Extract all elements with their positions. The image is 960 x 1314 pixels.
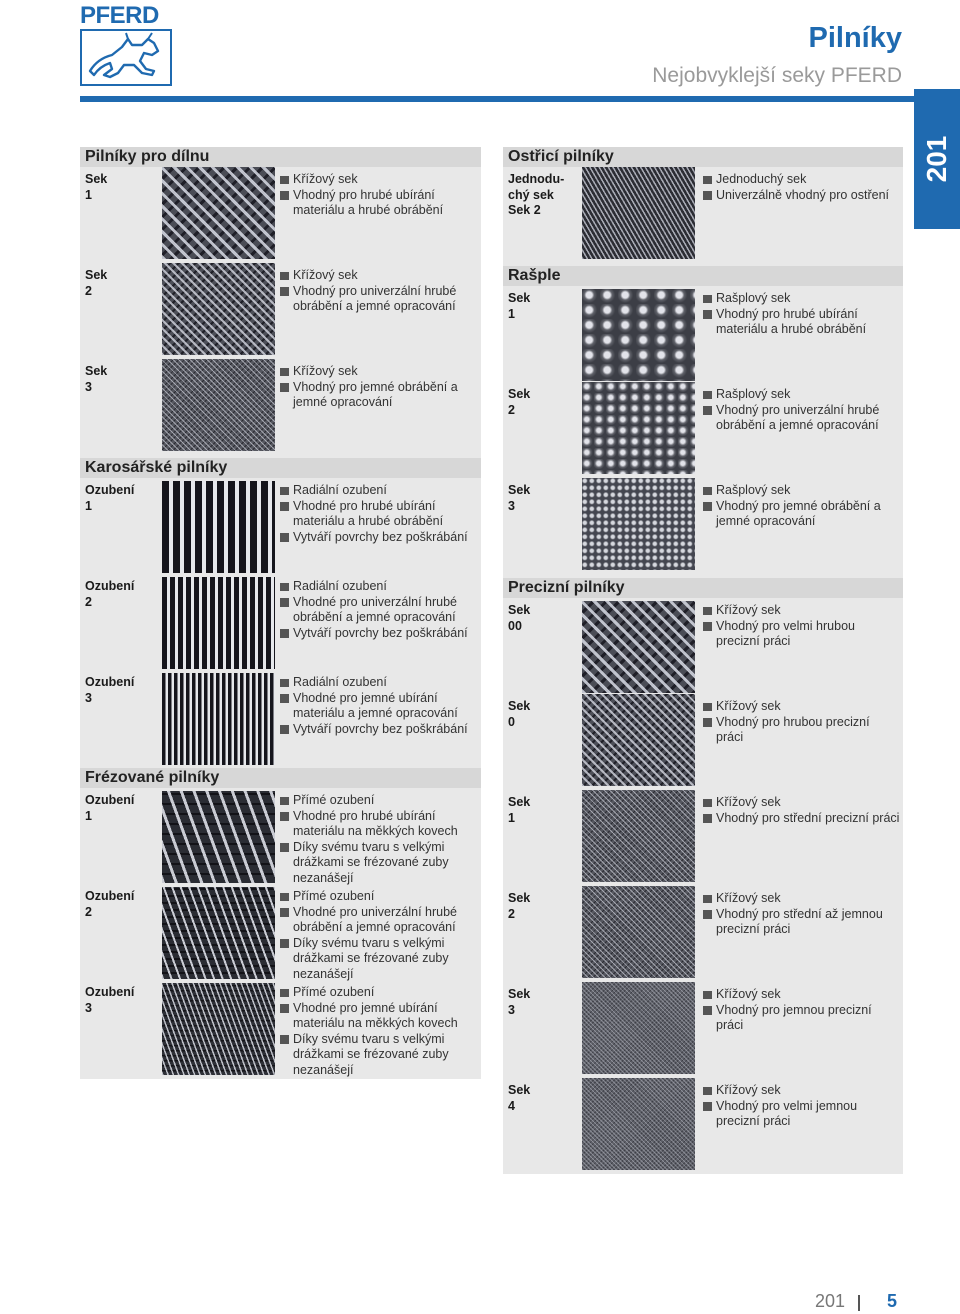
- cut-label: Ozubení 3: [85, 985, 135, 1015]
- cut-label: Sek 3: [508, 987, 531, 1017]
- bullet-continuation: precizní práci: [716, 1114, 791, 1129]
- bullet-continuation: materiálu a hrubé obrábění: [293, 514, 444, 529]
- section-title-sharpening: Ostřicí pilníky: [503, 147, 903, 167]
- section-title-precision: Precizní pilníky: [503, 578, 903, 598]
- bullet-continuation: jemné opracování: [716, 514, 816, 529]
- cut-label: Ozubení 2: [85, 889, 135, 919]
- page-number-divider: [858, 1295, 860, 1311]
- bullet-continuation: obrábění a jemné opracování: [293, 920, 456, 935]
- bullet-text: Vhodný pro hrubou precizní: [703, 715, 903, 731]
- file-texture-image: [162, 791, 275, 883]
- section-title-rasps: Rašple: [503, 266, 903, 286]
- bullet-text: Křížový sek: [703, 987, 903, 1003]
- bullet-text: Vhodné pro hrubé ubírání: [280, 499, 480, 515]
- cut-description: [280, 675, 480, 737]
- file-texture-image: [162, 983, 275, 1075]
- bullet-continuation: drážkami se frézované zuby: [293, 1047, 449, 1062]
- bullet-continuation: drážkami se frézované zuby: [293, 951, 449, 966]
- cut-label: Ozubení 1: [85, 793, 135, 823]
- file-texture-image: [162, 577, 275, 669]
- pferd-logo: [80, 4, 176, 86]
- cut-label: Sek 00: [508, 603, 531, 633]
- bullet-continuation: nezanášejí: [293, 966, 354, 981]
- cut-label: [508, 172, 564, 219]
- cut-label: Sek 1: [85, 172, 108, 202]
- cut-label: Sek 0: [508, 699, 531, 729]
- bullet-text: Vhodné pro hrubé ubírání: [280, 809, 480, 825]
- file-texture-image: [582, 982, 695, 1074]
- bullet-continuation: práci: [716, 1018, 744, 1033]
- section-title-body: Karosářské pilníky: [80, 458, 481, 478]
- cut-label: Sek 1: [508, 291, 531, 321]
- file-texture-image: [162, 673, 275, 765]
- section-title-milled: Frézované pilníky: [80, 768, 481, 788]
- chapter-number: 201: [815, 1291, 846, 1311]
- bullet-continuation: materiálu na měkkých kovech: [293, 824, 458, 839]
- cut-label-line: chý sek: [508, 187, 554, 202]
- cut-description: [280, 579, 480, 641]
- right-panel: [503, 147, 903, 1174]
- cut-label: Ozubení 1: [85, 483, 135, 513]
- cut-description: [703, 891, 903, 938]
- bullet-text: Vhodný pro jemné obrábění a: [703, 499, 903, 515]
- bullet-text: Vhodný pro univerzální hrubé: [280, 284, 480, 300]
- bullet-continuation: obrábění a jemné opracování: [293, 610, 456, 625]
- cut-label-line: Sek 2: [508, 203, 541, 217]
- cut-description: [703, 795, 903, 826]
- bullet-text: Radiální ozubení: [280, 483, 480, 499]
- bullet-text: Díky svému tvaru s velkými: [280, 840, 480, 856]
- cut-description: [280, 483, 480, 545]
- header-rule: [80, 96, 960, 102]
- cut-description: [280, 793, 480, 887]
- cut-label: Sek 3: [508, 483, 531, 513]
- bullet-text: Vhodný pro jemnou precizní: [703, 1003, 903, 1019]
- file-texture-image: [582, 478, 695, 570]
- file-texture-image: [582, 167, 695, 259]
- section-title-workshop: Pilníky pro dílnu: [80, 147, 481, 167]
- file-texture-image: [162, 887, 275, 979]
- bullet-text: Vytváří povrchy bez poškrábání: [280, 530, 480, 546]
- bullet-text: Vytváří povrchy bez poškrábání: [280, 626, 480, 642]
- bullet-text: Křížový sek: [280, 268, 480, 284]
- file-texture-image: [162, 263, 275, 355]
- bullet-continuation: precizní práci: [716, 634, 791, 649]
- cut-description: [703, 483, 903, 530]
- cut-label: Sek 2: [508, 387, 531, 417]
- cut-label: Ozubení 3: [85, 675, 135, 705]
- bullet-text: Radiální ozubení: [280, 579, 480, 595]
- file-texture-image: [582, 694, 695, 786]
- file-texture-image: [582, 601, 695, 693]
- bullet-text: Křížový sek: [703, 891, 903, 907]
- file-texture-image: [582, 289, 695, 381]
- bullet-text: Vhodné pro jemné ubírání: [280, 1001, 480, 1017]
- bullet-text: Křížový sek: [280, 172, 480, 188]
- bullet-continuation: materiálu a hrubé obrábění: [716, 322, 867, 337]
- bullet-text: Vhodný pro střední až jemnou: [703, 907, 903, 923]
- bullet-continuation: obrábění a jemné opracování: [716, 418, 879, 433]
- bullet-text: Rašplový sek: [703, 483, 903, 499]
- bullet-text: Křížový sek: [703, 795, 903, 811]
- bullet-continuation: drážkami se frézované zuby: [293, 855, 449, 870]
- bullet-text: Křížový sek: [703, 603, 903, 619]
- bullet-continuation: nezanášejí: [293, 1062, 354, 1077]
- page-title: Pilníky: [808, 22, 902, 54]
- bullet-text: Vhodný pro hrubé ubírání: [703, 307, 903, 323]
- bullet-text: Vhodný pro střední precizní práci: [703, 811, 903, 827]
- cut-label: Sek 4: [508, 1083, 531, 1113]
- cut-description: [280, 172, 480, 219]
- cut-description: [280, 364, 480, 411]
- bullet-text: Vhodný pro hrubé ubírání: [280, 188, 480, 204]
- file-texture-image: [162, 359, 275, 451]
- cut-description: [703, 1083, 903, 1130]
- cut-description: [280, 889, 480, 983]
- page-subtitle: Nejobvyklejší seky PFERD: [652, 64, 902, 87]
- bullet-text: Vhodný pro velmi hrubou: [703, 619, 903, 635]
- cut-label: Ozubení 2: [85, 579, 135, 609]
- cut-label: Sek 2: [85, 268, 108, 298]
- bullet-text: Vhodné pro univerzální hrubé: [280, 905, 480, 921]
- cut-label-line: Jednodu-: [508, 172, 565, 186]
- bullet-text: Rašplový sek: [703, 291, 903, 307]
- bullet-text: Vhodný pro univerzální hrubé: [703, 403, 903, 419]
- bullet-continuation: jemné opracování: [293, 395, 393, 410]
- bullet-text: Vhodné pro univerzální hrubé: [280, 595, 480, 611]
- bullet-text: Jednoduchý sek: [703, 172, 903, 188]
- cut-label: Sek 1: [508, 795, 531, 825]
- bullet-text: Díky svému tvaru s velkými: [280, 1032, 480, 1048]
- file-texture-image: [162, 167, 275, 259]
- bullet-text: Rašplový sek: [703, 387, 903, 403]
- bullet-continuation: práci: [716, 730, 744, 745]
- cut-description: [703, 699, 903, 746]
- bullet-text: Přímé ozubení: [280, 889, 480, 905]
- bullet-text: Přímé ozubení: [280, 793, 480, 809]
- bullet-continuation: materiálu a jemné opracování: [293, 706, 458, 721]
- bullet-text: Křížový sek: [280, 364, 480, 380]
- bullet-text: Přímé ozubení: [280, 985, 480, 1001]
- file-texture-image: [582, 886, 695, 978]
- cut-description: [703, 291, 903, 338]
- logo-text: PFERD: [80, 2, 159, 29]
- bullet-continuation: obrábění a jemné opracování: [293, 299, 456, 314]
- bullet-text: Radiální ozubení: [280, 675, 480, 691]
- bullet-text: Vhodné pro jemné ubírání: [280, 691, 480, 707]
- chapter-tab: [914, 89, 960, 229]
- file-texture-image: [582, 382, 695, 474]
- file-texture-image: [582, 790, 695, 882]
- file-texture-image: [582, 1078, 695, 1170]
- cut-description: [703, 603, 903, 650]
- cut-label: Sek 3: [85, 364, 108, 394]
- bullet-text: Vhodný pro velmi jemnou: [703, 1099, 903, 1115]
- cut-label: Sek 2: [508, 891, 531, 921]
- horse-icon: [82, 31, 170, 84]
- cut-description: [703, 172, 903, 203]
- chapter-tab-label: 201: [921, 135, 952, 183]
- bullet-text: Univerzálně vhodný pro ostření: [703, 188, 903, 204]
- bullet-continuation: materiálu na měkkých kovech: [293, 1016, 458, 1031]
- bullet-text: Vhodný pro jemné obrábění a: [280, 380, 480, 396]
- horse-emblem: [80, 29, 172, 86]
- bullet-continuation: nezanášejí: [293, 870, 354, 885]
- cut-description: [703, 987, 903, 1034]
- bullet-text: Křížový sek: [703, 1083, 903, 1099]
- cut-description: [280, 268, 480, 315]
- page-number: 5: [887, 1291, 898, 1311]
- bullet-continuation: materiálu a hrubé obrábění: [293, 203, 444, 218]
- bullet-text: Díky svému tvaru s velkými: [280, 936, 480, 952]
- cut-description: [703, 387, 903, 434]
- bullet-continuation: precizní práci: [716, 922, 791, 937]
- file-texture-image: [162, 481, 275, 573]
- bullet-text: Křížový sek: [703, 699, 903, 715]
- left-panel: [80, 147, 481, 1079]
- cut-description: [280, 985, 480, 1079]
- bullet-text: Vytváří povrchy bez poškrábání: [280, 722, 480, 738]
